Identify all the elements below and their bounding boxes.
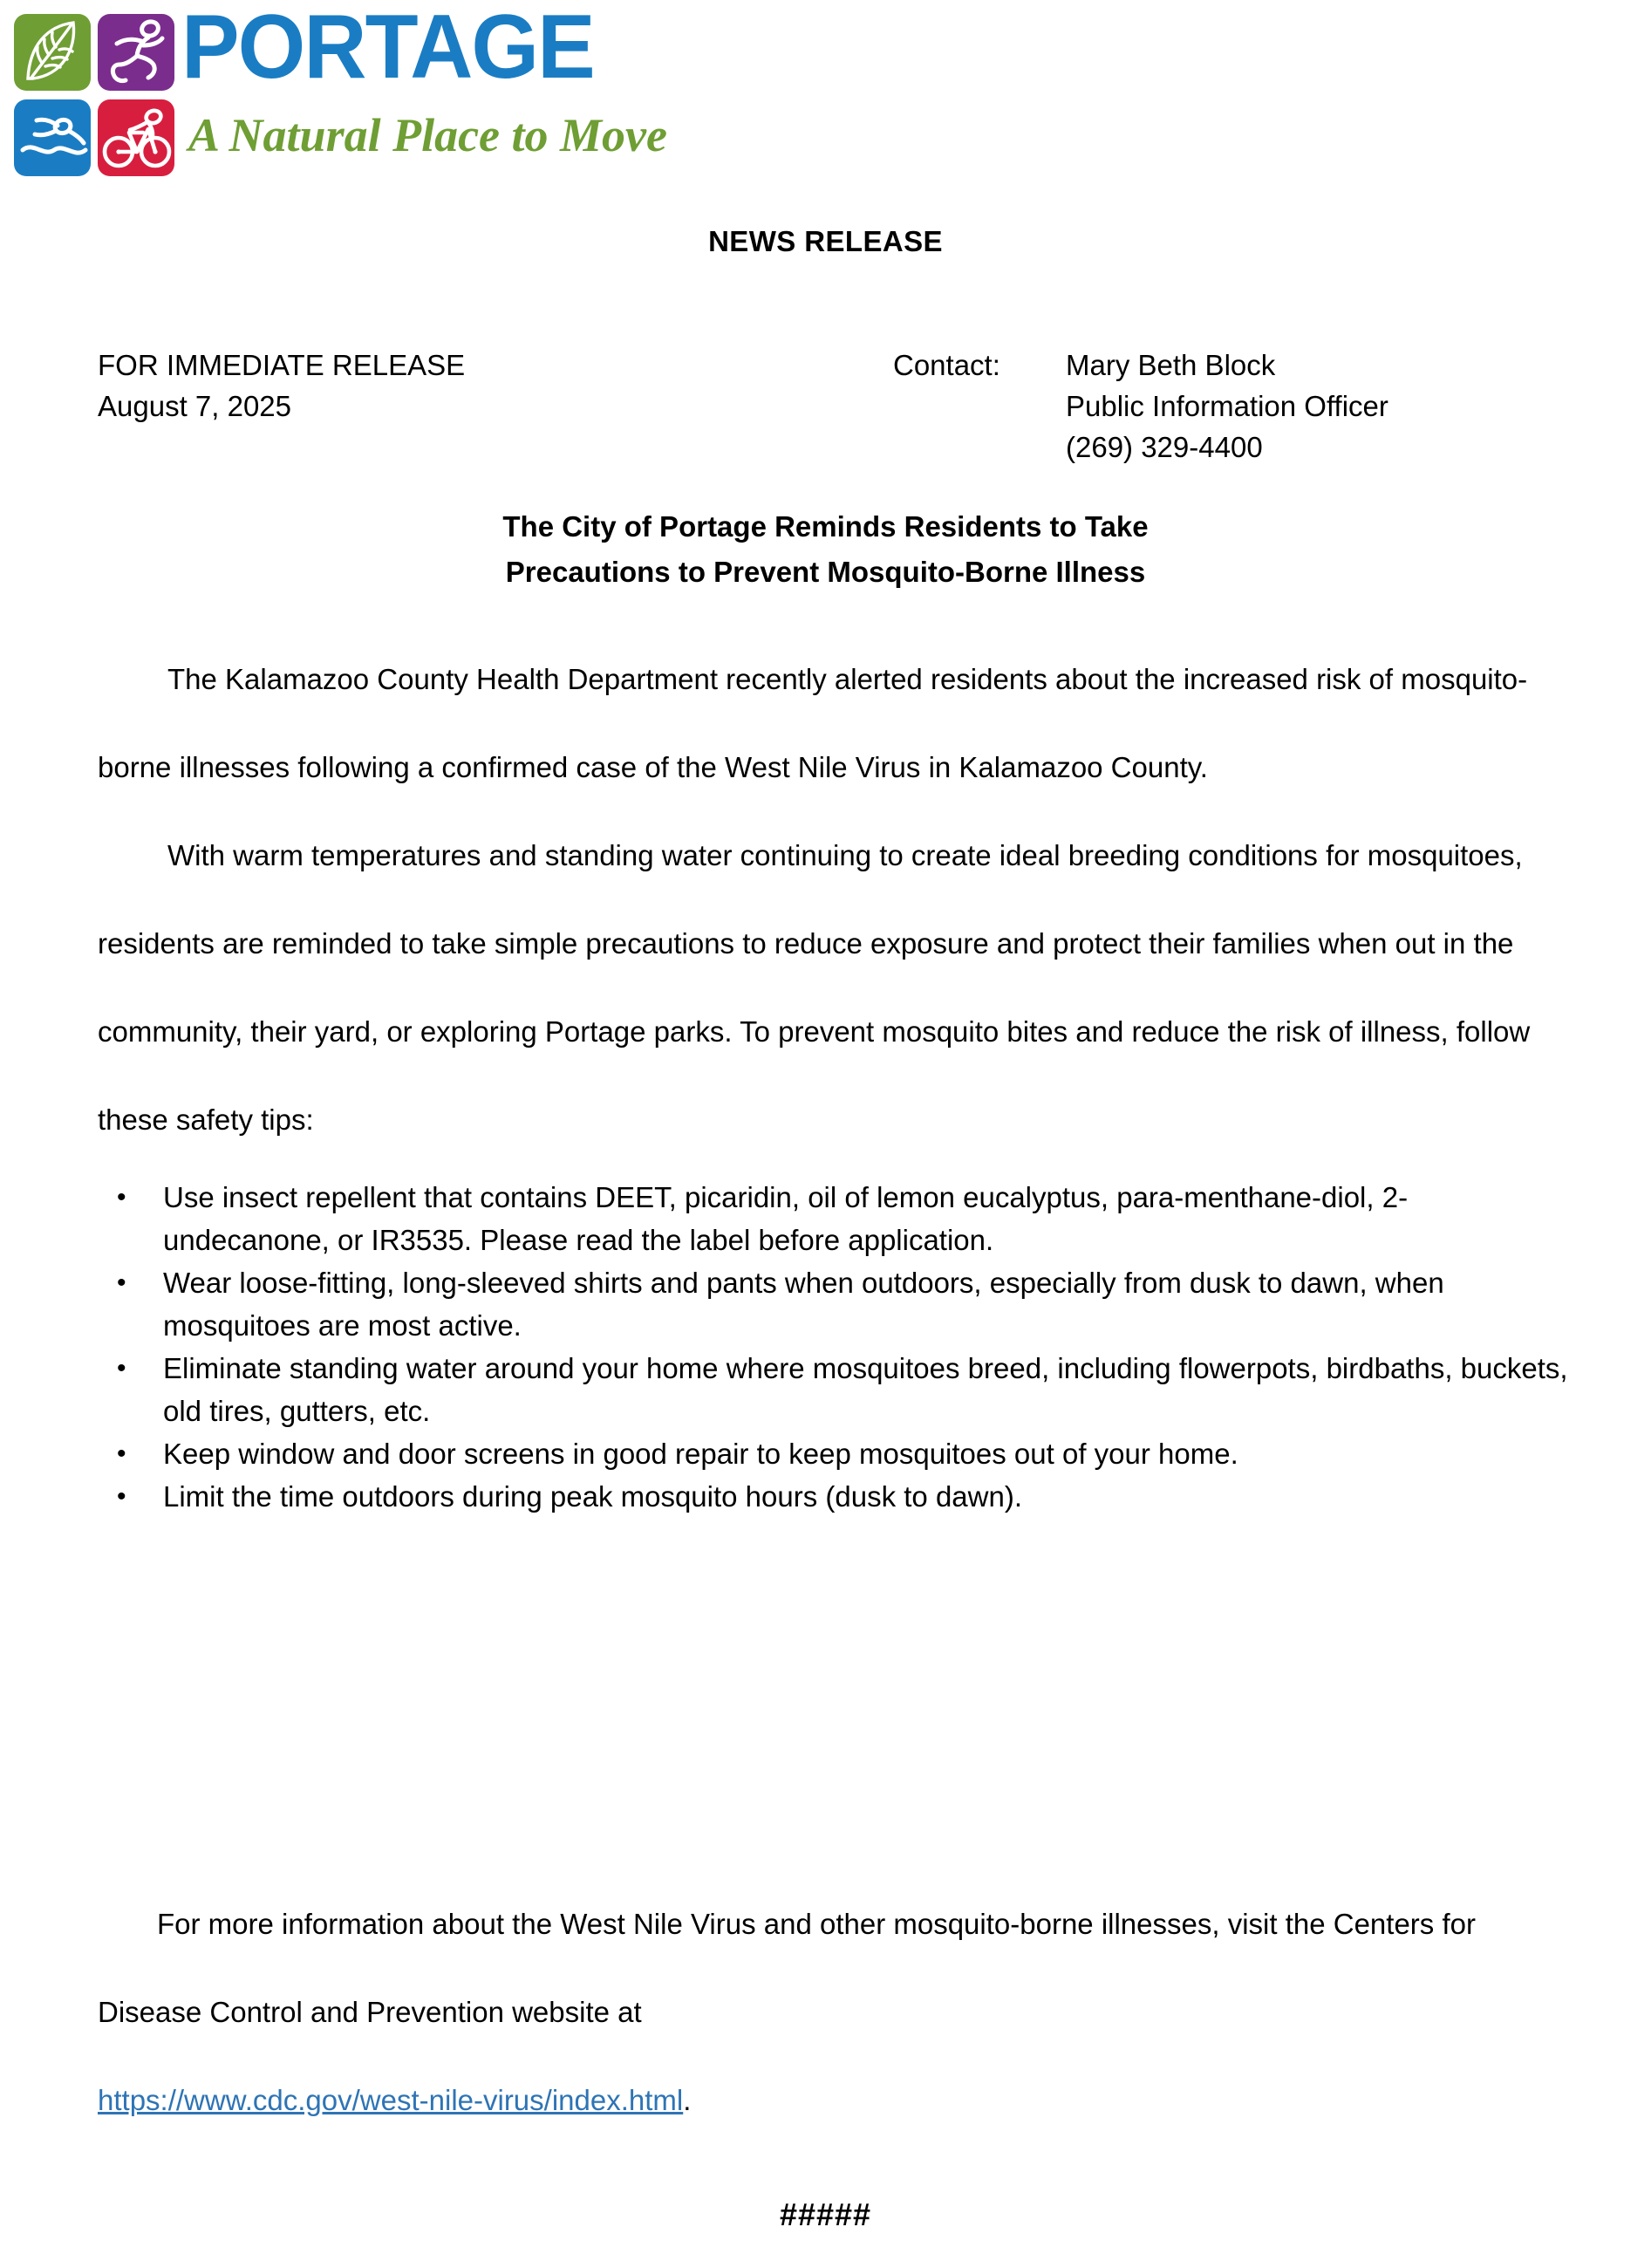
- list-item: [98, 1347, 1572, 1432]
- contact-label: Contact:: [893, 349, 1000, 381]
- list-item-text: Eliminate standing water around your home where mosquitoes breed, including flowerpots, birdbaths, buckets, old tires, gutters, etc.: [163, 1352, 1568, 1427]
- paragraph-1: The Kalamazoo County Health Department recently alerted residents about the increased risk of mosquito-borne illnesses following a confirmed case of the West Nile Virus in Kalamazoo County.: [98, 663, 1528, 783]
- link-trailing-period: .: [683, 2084, 692, 2116]
- cyclist-icon: [98, 99, 174, 176]
- cdc-link-line: [98, 2056, 1580, 2144]
- subject-title: [0, 504, 1651, 595]
- list-item: [98, 1261, 1572, 1347]
- paragraph-3: For more information about the West Nile Virus and other mosquito-borne illnesses, visit the Centers for Disease Control and Prevention website at: [98, 1908, 1476, 2028]
- list-item-text: Wear loose-fitting, long-sleeved shirts and pants when outdoors, especially from dusk to dawn, when mosquitoes are most active.: [163, 1267, 1444, 1342]
- contact-phone: (269) 329-4400: [1066, 431, 1263, 463]
- contact-block: [893, 345, 1388, 468]
- bullet-icon: •: [117, 1482, 126, 1511]
- list-item-text: Keep window and door screens in good repair to keep mosquitoes out of your home.: [163, 1438, 1238, 1470]
- brand-wordmark: PORTAGE: [181, 0, 594, 98]
- swimmer-icon: [14, 99, 91, 176]
- bullet-icon: •: [117, 1268, 126, 1297]
- end-marker: #####: [779, 2196, 872, 2232]
- immediate-release-label: FOR IMMEDIATE RELEASE: [98, 349, 466, 381]
- list-item: [98, 1475, 1572, 1518]
- bullet-icon: •: [117, 1354, 126, 1383]
- cdc-website-link[interactable]: https://www.cdc.gov/west-nile-virus/index.html: [98, 2084, 684, 2116]
- body-text-area: [98, 635, 1572, 1518]
- brand-tagline: A Natural Place to Move: [188, 109, 667, 161]
- closing-area: [98, 1880, 1580, 2144]
- page-title: NEWS RELEASE: [708, 225, 943, 257]
- subject-title-line-1: The City of Portage Reminds Residents to Take: [502, 510, 1149, 543]
- portage-logo: [7, 0, 687, 180]
- list-item: [98, 1432, 1572, 1475]
- bullet-icon: •: [117, 1439, 126, 1468]
- list-item: [98, 1176, 1572, 1261]
- runner-icon: [98, 14, 174, 91]
- logo-icon-tiles: [7, 9, 173, 180]
- contact-label-spacer-2: [893, 427, 1066, 468]
- subject-title-line-2: Precautions to Prevent Mosquito-Borne Illness: [505, 556, 1146, 588]
- contact-label-spacer: [893, 386, 1066, 427]
- list-item-text: Limit the time outdoors during peak mosquito hours (dusk to dawn).: [163, 1480, 1023, 1513]
- contact-title: Public Information Officer: [1066, 390, 1388, 422]
- bullet-icon: •: [117, 1183, 126, 1212]
- release-date: August 7, 2025: [98, 390, 292, 422]
- release-meta-left: [98, 345, 465, 427]
- contact-name: Mary Beth Block: [1066, 349, 1276, 381]
- leaf-icon: [14, 14, 91, 91]
- safety-tips-list: [98, 1176, 1572, 1518]
- list-item-text: Use insect repellent that contains DEET, picaridin, oil of lemon eucalyptus, para-menthane-diol, 2-undecanone, or IR3535. Please read the label before application.: [163, 1181, 1409, 1256]
- paragraph-2: With warm temperatures and standing water continuing to create ideal breeding conditions for mosquitoes, residents are reminded to take simple precautions to reduce exposure and protect their families when out in the community, their yard, or exploring Portage parks. To prevent mosquito bites and reduce the risk of illness, follow these safety tips:: [98, 839, 1531, 1136]
